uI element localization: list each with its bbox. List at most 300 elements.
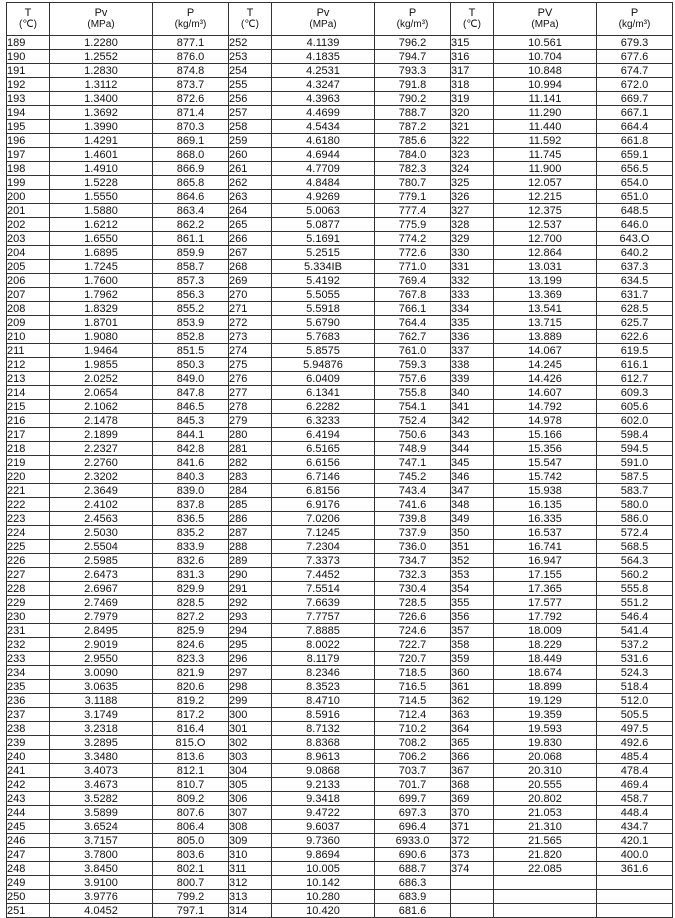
cell-temperature: 276 [229, 372, 272, 386]
cell-pressure: 3.9100 [50, 876, 153, 890]
table-row [7, 764, 673, 778]
cell-temperature: 247 [7, 848, 50, 862]
cell-temperature: 275 [229, 358, 272, 372]
table-row [7, 148, 673, 162]
cell-temperature: 341 [451, 400, 494, 414]
cell-temperature: 242 [7, 778, 50, 792]
cell-temperature: 374 [451, 862, 494, 876]
cell-pressure: 12.700 [494, 232, 597, 246]
cell-temperature: 270 [229, 288, 272, 302]
cell-pressure: 3.1188 [50, 694, 153, 708]
cell-density: 871.4 [153, 106, 229, 120]
cell-pressure: 9.8694 [272, 848, 375, 862]
cell-temperature: 190 [7, 50, 50, 64]
cell-pressure: 2.4102 [50, 498, 153, 512]
cell-pressure: 9.2133 [272, 778, 375, 792]
cell-pressure: 20.802 [494, 792, 597, 806]
cell-temperature: 266 [229, 232, 272, 246]
cell-temperature: 280 [229, 428, 272, 442]
cell-temperature: 325 [451, 176, 494, 190]
cell-pressure: 1.8701 [50, 316, 153, 330]
cell-density: 775.9 [375, 218, 451, 232]
cell-density: 564.3 [597, 554, 673, 568]
cell-temperature: 298 [229, 680, 272, 694]
cell-density: 841.6 [153, 456, 229, 470]
column-header-name: P [186, 7, 195, 19]
cell-temperature: 303 [229, 750, 272, 764]
cell-temperature: 284 [229, 484, 272, 498]
cell-temperature: 294 [229, 624, 272, 638]
cell-temperature: 292 [229, 596, 272, 610]
cell-temperature: 366 [451, 750, 494, 764]
table-row [7, 596, 673, 610]
cell-density: 743.4 [375, 484, 451, 498]
cell-temperature: 306 [229, 792, 272, 806]
cell-pressure: 3.6524 [50, 820, 153, 834]
cell-temperature: 279 [229, 414, 272, 428]
cell-pressure: 5.334IB [272, 260, 375, 274]
cell-density: 591.0 [597, 456, 673, 470]
cell-temperature: 201 [7, 204, 50, 218]
cell-pressure: 7.1245 [272, 526, 375, 540]
cell-pressure: 7.3373 [272, 554, 375, 568]
cell-density: 829.9 [153, 582, 229, 596]
cell-density: 587.5 [597, 470, 673, 484]
table-row [7, 666, 673, 680]
cell-temperature: 350 [451, 526, 494, 540]
table-row [7, 554, 673, 568]
cell-temperature: 332 [451, 274, 494, 288]
cell-density: 766.1 [375, 302, 451, 316]
cell-density: 701.7 [375, 778, 451, 792]
table-row [7, 624, 673, 638]
cell-temperature: 234 [7, 666, 50, 680]
cell-density: 669.7 [597, 92, 673, 106]
cell-temperature: 368 [451, 778, 494, 792]
cell-pressure: 4.1139 [272, 36, 375, 50]
cell-density: 754.1 [375, 400, 451, 414]
cell-pressure: 10.994 [494, 78, 597, 92]
cell-density: 651.0 [597, 190, 673, 204]
cell-density: 780.7 [375, 176, 451, 190]
cell-pressure: 1.4910 [50, 162, 153, 176]
cell-temperature: 362 [451, 694, 494, 708]
cell-temperature: 324 [451, 162, 494, 176]
cell-density: 862.2 [153, 218, 229, 232]
cell-temperature: 233 [7, 652, 50, 666]
table-row [7, 120, 673, 134]
cell-temperature: 352 [451, 554, 494, 568]
cell-density: 732.3 [375, 568, 451, 582]
cell-temperature: 345 [451, 456, 494, 470]
cell-density: 787.2 [375, 120, 451, 134]
cell-density: 612.7 [597, 372, 673, 386]
cell-pressure: 2.5504 [50, 540, 153, 554]
cell-temperature: 347 [451, 484, 494, 498]
cell-temperature: 304 [229, 764, 272, 778]
table-row [7, 694, 673, 708]
cell-pressure: 3.3480 [50, 750, 153, 764]
cell-density: 877.1 [153, 36, 229, 50]
table-row [7, 568, 673, 582]
cell-pressure: 3.7800 [50, 848, 153, 862]
table-row [7, 820, 673, 834]
table-row [7, 736, 673, 750]
cell-pressure: 11.592 [494, 134, 597, 148]
cell-temperature: 212 [7, 358, 50, 372]
cell-temperature: 370 [451, 806, 494, 820]
cell-density: 659.1 [597, 148, 673, 162]
cell-temperature: 361 [451, 680, 494, 694]
cell-density: 555.8 [597, 582, 673, 596]
cell-density: 817.2 [153, 708, 229, 722]
cell-temperature: 287 [229, 526, 272, 540]
cell-density: 625.7 [597, 316, 673, 330]
cell-density: 622.6 [597, 330, 673, 344]
cell-temperature: 282 [229, 456, 272, 470]
cell-temperature: 214 [7, 386, 50, 400]
cell-pressure: 1.3692 [50, 106, 153, 120]
cell-temperature: 210 [7, 330, 50, 344]
cell-pressure: 2.3202 [50, 470, 153, 484]
cell-pressure: 9.0868 [272, 764, 375, 778]
cell-density: 745.2 [375, 470, 451, 484]
cell-density: 819.2 [153, 694, 229, 708]
table-row [7, 218, 673, 232]
cell-density: 730.4 [375, 582, 451, 596]
cell-density: 800.7 [153, 876, 229, 890]
table-row [7, 540, 673, 554]
cell-density: 845.3 [153, 414, 229, 428]
column-header-name: P [630, 7, 639, 19]
cell-pressure: 2.1062 [50, 400, 153, 414]
cell-pressure: 1.3112 [50, 78, 153, 92]
column-header-name: T [468, 7, 476, 19]
cell-temperature: 311 [229, 862, 272, 876]
cell-density: 761.0 [375, 344, 451, 358]
cell-temperature: 192 [7, 78, 50, 92]
cell-temperature: 195 [7, 120, 50, 134]
cell-density: 755.8 [375, 386, 451, 400]
cell-density: 799.2 [153, 890, 229, 904]
cell-pressure: 8.1179 [272, 652, 375, 666]
cell-density: 469.4 [597, 778, 673, 792]
column-header-unit: (MPa) [531, 19, 559, 30]
cell-pressure: 2.9550 [50, 652, 153, 666]
cell-pressure: 21.310 [494, 820, 597, 834]
cell-density: 598.4 [597, 428, 673, 442]
cell-density: 833.9 [153, 540, 229, 554]
cell-density: 696.4 [375, 820, 451, 834]
cell-pressure: 13.889 [494, 330, 597, 344]
table-row [7, 722, 673, 736]
cell-pressure: 2.5985 [50, 554, 153, 568]
cell-density: 807.6 [153, 806, 229, 820]
cell-pressure: 15.166 [494, 428, 597, 442]
cell-density: 872.6 [153, 92, 229, 106]
cell-pressure: 3.2895 [50, 736, 153, 750]
cell-pressure: 4.4699 [272, 106, 375, 120]
cell-pressure: 10.420 [272, 904, 375, 918]
cell-pressure: 3.5899 [50, 806, 153, 820]
cell-temperature: 314 [229, 904, 272, 918]
cell-density: 876.0 [153, 50, 229, 64]
table-row [7, 904, 673, 918]
cell-temperature: 340 [451, 386, 494, 400]
table-row [7, 78, 673, 92]
cell-pressure: 8.3523 [272, 680, 375, 694]
cell-pressure: 7.0206 [272, 512, 375, 526]
cell-pressure: 6.5165 [272, 442, 375, 456]
cell-pressure: 1.7245 [50, 260, 153, 274]
cell-temperature: 344 [451, 442, 494, 456]
cell-pressure [494, 890, 597, 904]
cell-density: 661.8 [597, 134, 673, 148]
cell-temperature: 289 [229, 554, 272, 568]
table-row [7, 288, 673, 302]
cell-density: 686.3 [375, 876, 451, 890]
cell-density: 837.8 [153, 498, 229, 512]
cell-density: 859.9 [153, 246, 229, 260]
cell-pressure: 6.4194 [272, 428, 375, 442]
cell-temperature: 277 [229, 386, 272, 400]
cell-density: 656.5 [597, 162, 673, 176]
table-row [7, 876, 673, 890]
cell-density: 643.O [597, 232, 673, 246]
cell-temperature: 315 [451, 36, 494, 50]
cell-temperature: 236 [7, 694, 50, 708]
cell-pressure: 17.577 [494, 596, 597, 610]
cell-density: 726.6 [375, 610, 451, 624]
table-row [7, 456, 673, 470]
table-row [7, 330, 673, 344]
cell-pressure: 6.6156 [272, 456, 375, 470]
cell-density: 619.5 [597, 344, 673, 358]
cell-density: 796.2 [375, 36, 451, 50]
cell-density: 572.4 [597, 526, 673, 540]
table-header-row [7, 3, 673, 36]
cell-pressure: 5.5918 [272, 302, 375, 316]
cell-pressure: 6.7146 [272, 470, 375, 484]
cell-density: 458.7 [597, 792, 673, 806]
cell-pressure: 3.2318 [50, 722, 153, 736]
column-header-temperature [229, 3, 272, 36]
table-row [7, 302, 673, 316]
cell-pressure: 5.6790 [272, 316, 375, 330]
cell-pressure: 11.141 [494, 92, 597, 106]
cell-temperature: 369 [451, 792, 494, 806]
cell-temperature: 216 [7, 414, 50, 428]
cell-pressure: 2.6967 [50, 582, 153, 596]
cell-pressure: 14.426 [494, 372, 597, 386]
cell-density: 824.6 [153, 638, 229, 652]
cell-density: 816.4 [153, 722, 229, 736]
table-row [7, 778, 673, 792]
table-row [7, 792, 673, 806]
cell-pressure: 15.547 [494, 456, 597, 470]
column-header-temperature [7, 3, 50, 36]
cell-temperature: 309 [229, 834, 272, 848]
cell-density: 857.3 [153, 274, 229, 288]
cell-temperature: 367 [451, 764, 494, 778]
cell-temperature: 221 [7, 484, 50, 498]
cell-temperature: 253 [229, 50, 272, 64]
cell-pressure: 7.4452 [272, 568, 375, 582]
table-row [7, 260, 673, 274]
cell-density: 631.7 [597, 288, 673, 302]
cell-pressure: 9.3418 [272, 792, 375, 806]
cell-density: 805.0 [153, 834, 229, 848]
cell-temperature: 238 [7, 722, 50, 736]
cell-pressure [494, 876, 597, 890]
cell-temperature: 269 [229, 274, 272, 288]
cell-temperature: 249 [7, 876, 50, 890]
cell-pressure: 6.2282 [272, 400, 375, 414]
cell-pressure: 1.9855 [50, 358, 153, 372]
cell-density: 769.4 [375, 274, 451, 288]
cell-temperature: 246 [7, 834, 50, 848]
cell-temperature: 245 [7, 820, 50, 834]
cell-density: 648.5 [597, 204, 673, 218]
cell-density: 870.3 [153, 120, 229, 134]
cell-density: 849.0 [153, 372, 229, 386]
cell-pressure: 16.947 [494, 554, 597, 568]
cell-pressure [494, 904, 597, 918]
cell-pressure: 17.365 [494, 582, 597, 596]
cell-temperature: 343 [451, 428, 494, 442]
cell-pressure: 1.9464 [50, 344, 153, 358]
column-header-name: Pv [316, 7, 330, 19]
cell-temperature: 296 [229, 652, 272, 666]
cell-temperature: 198 [7, 162, 50, 176]
cell-density: 831.3 [153, 568, 229, 582]
cell-pressure: 2.1478 [50, 414, 153, 428]
cell-temperature: 243 [7, 792, 50, 806]
cell-temperature: 262 [229, 176, 272, 190]
cell-temperature: 227 [7, 568, 50, 582]
cell-temperature: 342 [451, 414, 494, 428]
cell-density: 842.8 [153, 442, 229, 456]
cell-density: 790.2 [375, 92, 451, 106]
cell-density: 865.8 [153, 176, 229, 190]
cell-temperature: 321 [451, 120, 494, 134]
cell-density: 736.0 [375, 540, 451, 554]
cell-temperature: 205 [7, 260, 50, 274]
cell-pressure: 5.0063 [272, 204, 375, 218]
cell-density: 815.O [153, 736, 229, 750]
table-row [7, 274, 673, 288]
cell-pressure: 19.129 [494, 694, 597, 708]
cell-pressure: 17.792 [494, 610, 597, 624]
cell-density: 594.5 [597, 442, 673, 456]
cell-pressure: 20.555 [494, 778, 597, 792]
cell-density: 782.3 [375, 162, 451, 176]
cell-temperature: 224 [7, 526, 50, 540]
cell-pressure: 2.0654 [50, 386, 153, 400]
cell-temperature: 199 [7, 176, 50, 190]
table-row [7, 708, 673, 722]
cell-pressure: 4.3963 [272, 92, 375, 106]
table-row [7, 344, 673, 358]
cell-temperature: 353 [451, 568, 494, 582]
cell-pressure: 4.6944 [272, 148, 375, 162]
cell-pressure: 1.7962 [50, 288, 153, 302]
cell-temperature: 254 [229, 64, 272, 78]
cell-density: 874.8 [153, 64, 229, 78]
table-row [7, 680, 673, 694]
cell-pressure: 16.135 [494, 498, 597, 512]
cell-temperature: 208 [7, 302, 50, 316]
cell-pressure: 13.199 [494, 274, 597, 288]
cell-temperature: 256 [229, 92, 272, 106]
cell-pressure: 2.2327 [50, 442, 153, 456]
cell-density: 869.1 [153, 134, 229, 148]
cell-temperature: 219 [7, 456, 50, 470]
cell-density: 839.0 [153, 484, 229, 498]
column-header-unit: (MPa) [309, 19, 337, 30]
cell-temperature: 259 [229, 134, 272, 148]
cell-density: 718.5 [375, 666, 451, 680]
cell-temperature: 265 [229, 218, 272, 232]
cell-pressure: 18.229 [494, 638, 597, 652]
cell-temperature: 273 [229, 330, 272, 344]
cell-density: 586.0 [597, 512, 673, 526]
cell-pressure: 16.741 [494, 540, 597, 554]
table-row [7, 442, 673, 456]
cell-pressure: 2.8495 [50, 624, 153, 638]
cell-pressure: 1.2280 [50, 36, 153, 50]
cell-density: 810.7 [153, 778, 229, 792]
cell-temperature: 202 [7, 218, 50, 232]
cell-temperature: 274 [229, 344, 272, 358]
cell-temperature: 258 [229, 120, 272, 134]
cell-temperature: 232 [7, 638, 50, 652]
cell-pressure: 8.2346 [272, 666, 375, 680]
cell-temperature: 231 [7, 624, 50, 638]
table-row [7, 134, 673, 148]
cell-pressure: 15.938 [494, 484, 597, 498]
cell-temperature: 244 [7, 806, 50, 820]
cell-temperature: 323 [451, 148, 494, 162]
cell-temperature: 203 [7, 232, 50, 246]
cell-pressure: 2.7979 [50, 610, 153, 624]
cell-temperature: 330 [451, 246, 494, 260]
cell-temperature: 285 [229, 498, 272, 512]
cell-density: 777.4 [375, 204, 451, 218]
cell-density: 864.6 [153, 190, 229, 204]
cell-density: 602.0 [597, 414, 673, 428]
cell-density: 703.7 [375, 764, 451, 778]
cell-pressure: 2.9019 [50, 638, 153, 652]
cell-density: 674.7 [597, 64, 673, 78]
cell-temperature: 194 [7, 106, 50, 120]
cell-pressure: 22.085 [494, 862, 597, 876]
cell-density: 677.6 [597, 50, 673, 64]
cell-temperature: 281 [229, 442, 272, 456]
cell-density: 759.3 [375, 358, 451, 372]
cell-density: 400.0 [597, 848, 673, 862]
cell-pressure: 1.5228 [50, 176, 153, 190]
cell-pressure: 1.2552 [50, 50, 153, 64]
cell-pressure: 18.009 [494, 624, 597, 638]
cell-density: 762.7 [375, 330, 451, 344]
cell-pressure: 7.7757 [272, 610, 375, 624]
column-header-density [153, 3, 229, 36]
cell-density: 788.7 [375, 106, 451, 120]
cell-pressure: 8.9613 [272, 750, 375, 764]
cell-pressure: 2.7469 [50, 596, 153, 610]
cell-density: 836.5 [153, 512, 229, 526]
